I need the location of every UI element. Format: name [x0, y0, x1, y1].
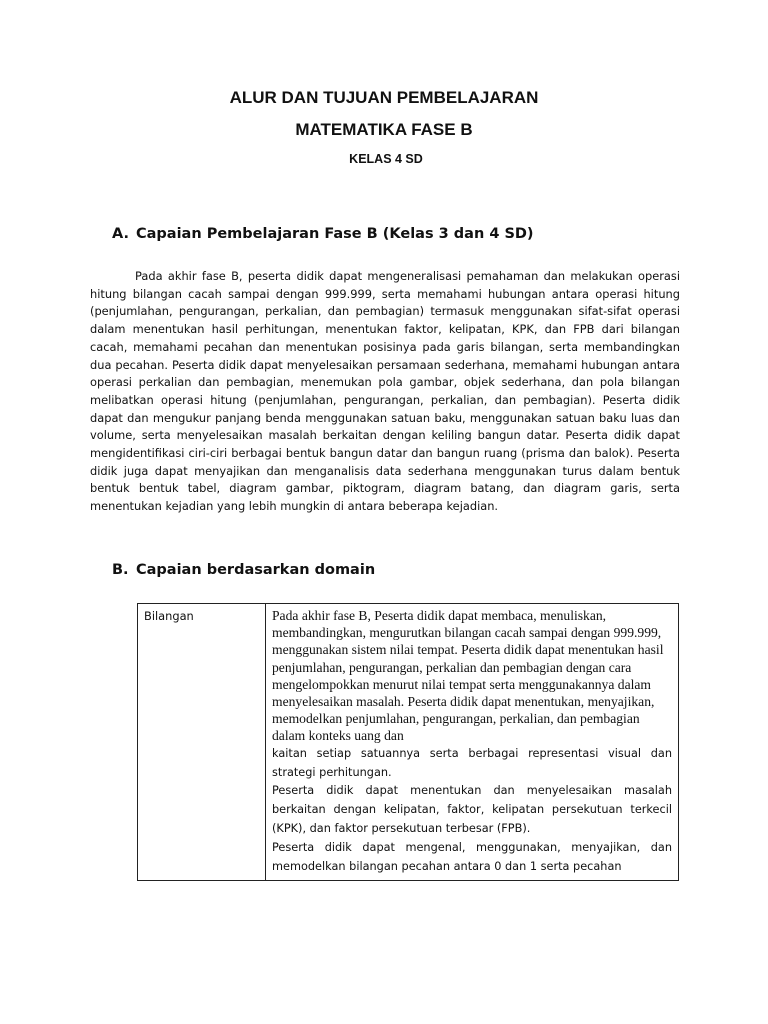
section-b-heading: [112, 562, 375, 578]
domain-content-paragraph-2: Peserta didik dapat menentukan dan menyelesaikan masalah berkaitan dengan kelipatan, faktor, kelipatan persekutuan terkecil (KPK), dan faktor persekutuan terbesar (FPB).: [272, 784, 672, 836]
domain-content-cell: [266, 604, 679, 881]
domain-content-serif: Pada akhir fase B, Peserta didik dapat membaca, menuliskan, membandingkan, mengurutkan bilangan cacah sampai dengan 999.999, menggunakan sistem nilai tempat. Peserta didik dapat menentukan hasil penjumlahan, pengurangan, perkalian dan pembagian dengan cara mengelompokkan menurut nilai tempat serta menggunakannya dalam menyelesaikan masalah. Peserta didik dapat menentukan, menyajikan, memodelkan penjumlahan, pengurangan, perkalian, dan pembagian dalam konteks uang dan: [272, 608, 664, 744]
section-a-title: Capaian Pembelajaran Fase B (Kelas 3 dan 4 SD): [136, 226, 534, 242]
domain-content-paragraph-3: Peserta didik dapat mengenal, menggunakan, menyajikan, dan memodelkan bilangan pecahan antara 0 dan 1 serta pecahan: [272, 841, 672, 874]
section-a-letter: A.: [112, 226, 129, 242]
section-a-paragraph: Pada akhir fase B, peserta didik dapat mengeneralisasi pemahaman dan melakukan operasi hitung bilangan cacah sampai dengan 999.999, serta memahami hubungan antara operasi hitung (penjumlahan, pengurangan, perkalian, dan pembagian) termasuk menggunakan sifat-sifat operasi dalam menentukan hasil perhitungan, menentukan faktor, kelipatan, KPK, dan FPB dari bilangan cacah, memahami pecahan dan menentukan posisinya pada garis bilangan, serta membandingkan dua pecahan. Peserta didik dapat menyelesaikan persamaan sederhana, memahami hubungan antara operasi perkalian dan pembagian, menemukan pola gambar, objek sederhana, dan pola bilangan melibatkan operasi hitung (penjumlahan, pengurangan, perkalian, dan pembagian). Peserta didik dapat dan mengukur panjang benda menggunakan satuan baku, menggunakan satuan baku luas dan volume, serta menyelesaikan masalah berkaitan dengan keliling bangun datar. Peserta didik dapat mengidentifikasi ciri-ciri berbagai bentuk bangun datar dan bangun ruang (prisma dan balok). Peserta didik juga dapat menyajikan dan menganalisis data sederhana menggunakan turus dalam bentuk bentuk bentuk tabel, diagram gambar, piktogram, diagram batang, dan diagram garis, serta menentukan kejadian yang lebih mungkin di antara beberapa kejadian.: [90, 269, 680, 514]
domain-label: Bilangan: [144, 609, 194, 623]
domain-table: [137, 603, 679, 881]
domain-content-paragraph-1: kaitan setiap satuannya serta berbagai representasi visual dan strategi perhitungan.: [272, 746, 672, 779]
section-b-letter: B.: [112, 562, 129, 578]
section-b-title: Capaian berdasarkan domain: [136, 562, 376, 578]
document-grade: KELAS 4 SD: [349, 152, 423, 166]
document-subject: MATEMATIKA FASE B: [295, 120, 473, 139]
domain-label-cell: [138, 604, 266, 881]
table-row: [138, 604, 679, 881]
section-a-heading: [112, 226, 534, 242]
document-title: ALUR DAN TUJUAN PEMBELAJARAN: [229, 88, 539, 107]
